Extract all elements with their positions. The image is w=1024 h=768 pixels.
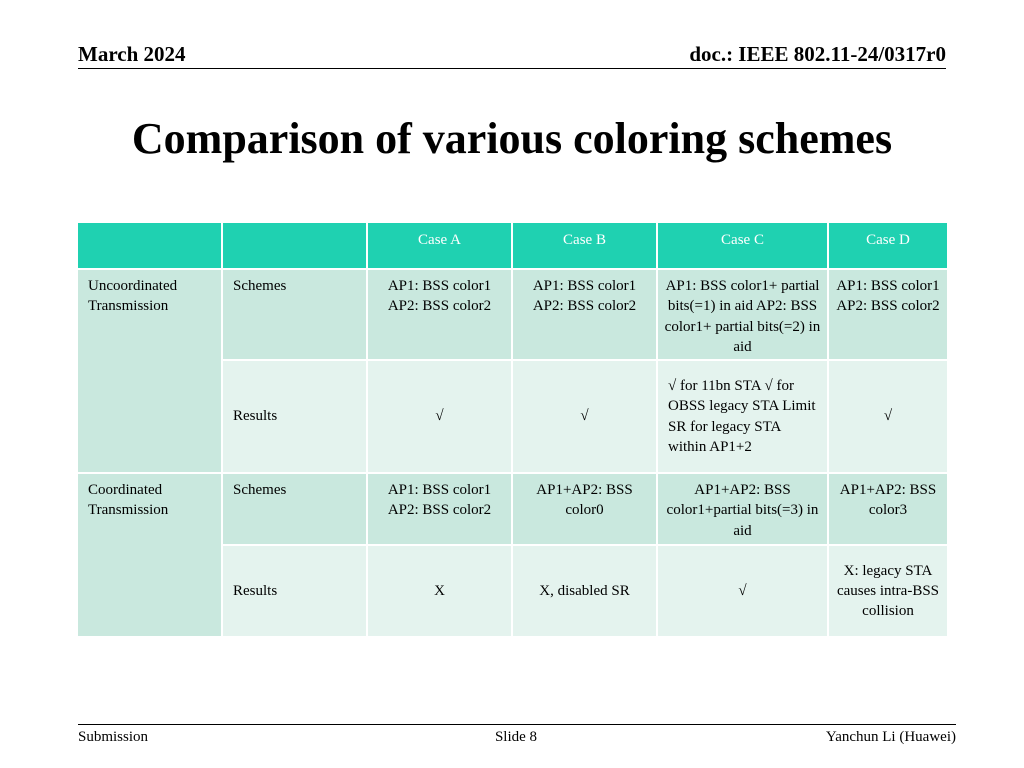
- row-label: Schemes: [222, 269, 367, 360]
- row-label: Results: [222, 360, 367, 473]
- comparison-table: [76, 221, 949, 638]
- table-cell: √: [512, 360, 657, 473]
- table-cell: √ for 11bn STA √ for OBSS legacy STA Limit SR for legacy STA within AP1+2: [657, 360, 828, 473]
- column-header: [77, 222, 222, 269]
- table-cell: √: [367, 360, 512, 473]
- table-row: [77, 473, 948, 545]
- group-label-coordinated: Coordinated Transmission: [77, 473, 222, 637]
- row-label: Schemes: [222, 473, 367, 545]
- header-date: March 2024: [78, 42, 186, 66]
- table-cell: AP1: BSS color1 AP2: BSS color2: [367, 473, 512, 545]
- group-label-uncoordinated: Uncoordinated Transmission: [77, 269, 222, 473]
- slide-title: Comparison of various coloring schemes: [131, 114, 893, 163]
- table-cell: X, disabled SR: [512, 545, 657, 637]
- column-header: [222, 222, 367, 269]
- header-divider: [78, 68, 946, 69]
- footer-slide-number: Slide 8: [494, 729, 538, 745]
- footer-author: Yanchun Li (Huawei): [825, 729, 956, 745]
- table-cell: X: legacy STA causes intra-BSS collision: [828, 545, 948, 637]
- table-cell: X: [367, 545, 512, 637]
- column-header-case-a: Case A: [367, 222, 512, 269]
- table-cell: AP1: BSS color1 AP2: BSS color2: [828, 269, 948, 360]
- table-cell: √: [657, 545, 828, 637]
- table-cell: √: [828, 360, 948, 473]
- header-doc-id: doc.: IEEE 802.11-24/0317r0: [689, 42, 946, 66]
- table-row: [77, 269, 948, 360]
- table-header-row: [77, 222, 948, 269]
- table-cell: AP1: BSS color1 AP2: BSS color2: [367, 269, 512, 360]
- column-header-case-d: Case D: [828, 222, 948, 269]
- table-cell: AP1: BSS color1+ partial bits(=1) in aid AP2: BSS color1+ partial bits(=2) in aid: [657, 269, 828, 360]
- table-cell: AP1+AP2: BSS color0: [512, 473, 657, 545]
- column-header-case-b: Case B: [512, 222, 657, 269]
- table-cell: AP1: BSS color1 AP2: BSS color2: [512, 269, 657, 360]
- footer-submission: Submission: [78, 729, 149, 745]
- column-header-case-c: Case C: [657, 222, 828, 269]
- footer-divider: [78, 724, 956, 725]
- table-cell: AP1+AP2: BSS color3: [828, 473, 948, 545]
- row-label: Results: [222, 545, 367, 637]
- table-cell: AP1+AP2: BSS color1+partial bits(=3) in aid: [657, 473, 828, 545]
